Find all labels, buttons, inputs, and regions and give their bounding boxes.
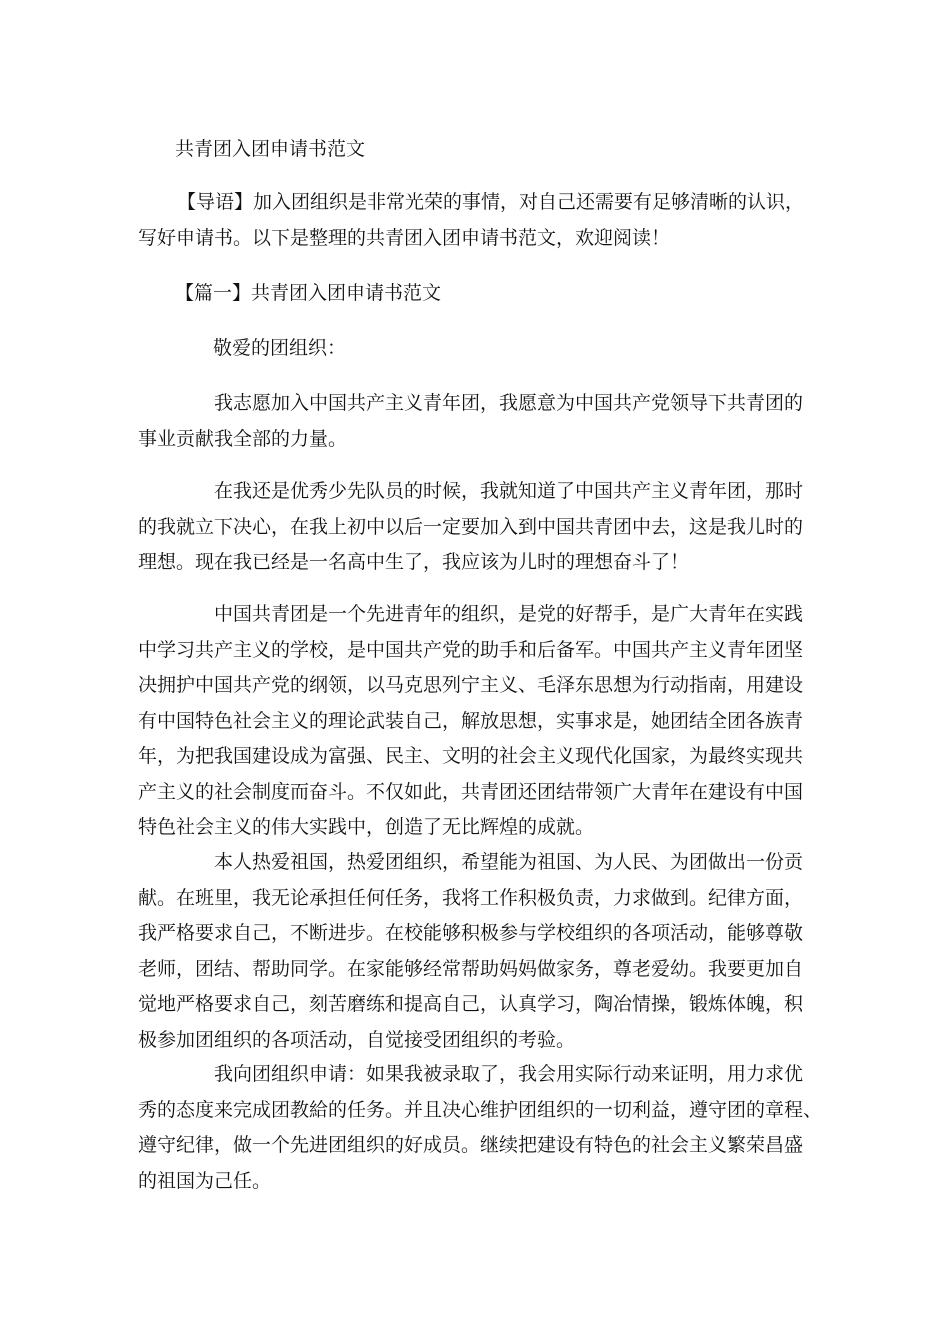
document-title: 共青团入团申请书范文 bbox=[175, 138, 366, 160]
paragraph-line: 献。在班里，我无论承担任何任务，我将工作积极负责，力求做到。纪律方面， bbox=[138, 886, 804, 909]
paragraph-line: 我严格要求自己，不断进步。在校能够积极参与学校组织的各项活动，能够尊敬 bbox=[138, 922, 804, 944]
intro-line: 写好申请书。以下是整理的共青团入团申请书范文，欢迎阅读！ bbox=[138, 226, 671, 249]
paragraph-line: 我向团组织申请：如果我被录取了，我会用实际行动来证明，用力求优 bbox=[214, 1063, 804, 1085]
intro-paragraph bbox=[138, 185, 810, 256]
paragraph-line: 觉地严格要求自己，刻苦磨练和提高自己，认真学习，陶冶情操，锻炼体魄，积 bbox=[138, 993, 804, 1015]
paragraph-line: 本人热爱祖国，热爱团组织，希望能为祖国、为人民、为团做出一份贡 bbox=[214, 851, 804, 873]
paragraph-line: 中国共青团是一个先进青年的组织，是党的好帮手，是广大青年在实践 bbox=[214, 603, 804, 625]
paragraph-line: 秀的态度来完成团教給的任务。并且决心维护团组织的一切利益，遵守团的章程、 bbox=[138, 1098, 823, 1121]
paragraph-line: 遵守纪律，做一个先进团组织的好成员。继续把建设有特色的社会主义繁荣昌盛 bbox=[138, 1134, 804, 1156]
intro-line: 【导语】加入团组织是非常光荣的事情，对自己还需要有足够清晰的认识， bbox=[177, 191, 805, 213]
paragraph-line: 的我就立下决心，在我上初中以后一定要加入到中国共青团中去，这是我儿时的 bbox=[138, 515, 804, 538]
paragraph-line: 产主义的社会制度而奋斗。不仅如此，共青团还团结带领广大青年在建设有中国 bbox=[138, 780, 804, 803]
salutation: 敬爱的团组织： bbox=[213, 337, 347, 359]
body-paragraph bbox=[138, 474, 810, 581]
body-paragraph bbox=[138, 1057, 823, 1199]
paragraph-line: 我志愿加入中国共产主义青年团，我愿意为中国共产党领导下共青团的 bbox=[214, 392, 804, 414]
paragraph-line: 理想。现在我已经是一名高中生了，我应该为儿时的理想奋斗了！ bbox=[138, 551, 690, 573]
paragraph-line: 在我还是优秀少先队员的时候，我就知道了中国共产主义青年团，那时 bbox=[214, 480, 804, 502]
paragraph-line: 有中国特色社会主义的理论武装自己，解放思想，实事求是，她团结全团各族青 bbox=[138, 709, 804, 732]
section-heading: 【篇一】共青团入团申请书范文 bbox=[175, 282, 442, 304]
paragraph-line: 的祖国为己任。 bbox=[138, 1169, 272, 1192]
paragraph-line: 决拥护中国共产党的纲领，以马克思列宁主义、毛泽东思想为行动指南，用建设 bbox=[138, 674, 804, 696]
paragraph-line: 极参加团组织的各项活动，自觉接受团组织的考验。 bbox=[138, 1028, 576, 1051]
paragraph-line: 事业贡献我全部的力量。 bbox=[138, 427, 348, 450]
paragraph-line: 中学习共产主义的学校，是中国共产党的助手和后备军。中国共产主义青年团坚 bbox=[138, 638, 804, 661]
paragraph-line: 特色社会主义的伟大实践中，创造了无比辉煌的成就。 bbox=[138, 816, 595, 838]
body-paragraph bbox=[138, 386, 810, 457]
body-paragraph bbox=[138, 845, 810, 1058]
paragraph-line: 老师，团结、帮助同学。在家能够经常帮助妈妈做家务，尊老爱幼。我要更加自 bbox=[138, 957, 804, 980]
body-paragraph bbox=[138, 597, 810, 846]
paragraph-line: 年，为把我国建设成为富强、民主、文明的社会主义现代化国家，为最终实现共 bbox=[138, 745, 804, 767]
